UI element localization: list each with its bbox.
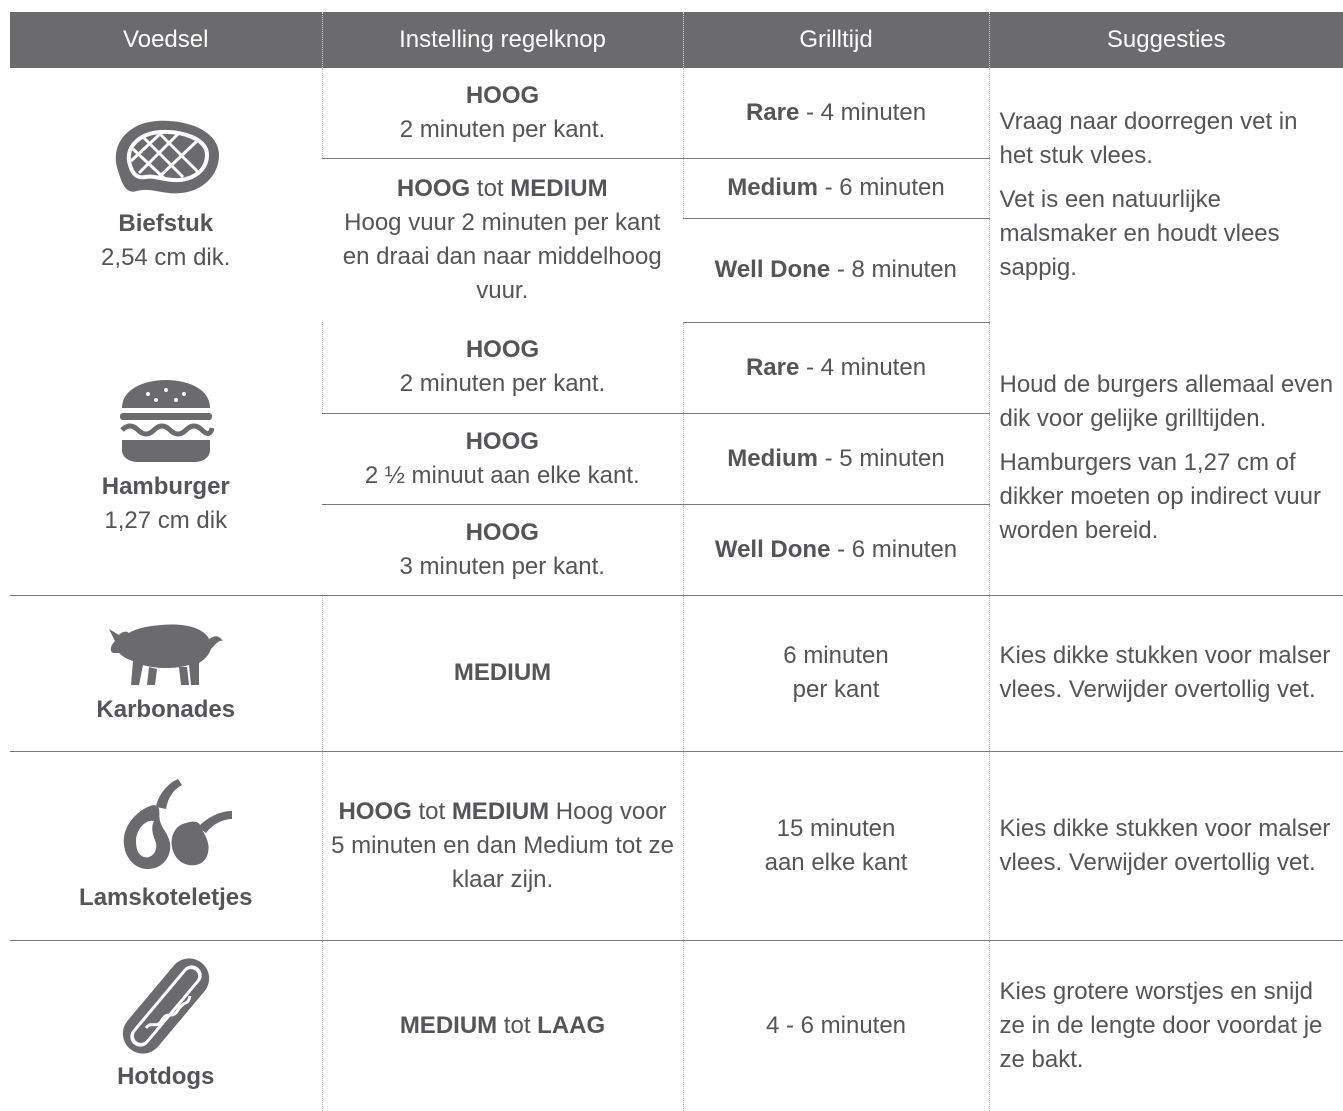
food-thickness-hamburger: 1,27 cm dik: [104, 507, 228, 535]
food-thickness-steak: 2,54 cm dik.: [101, 244, 231, 271]
time-value: - 6 minuten: [830, 535, 958, 563]
doneness-label: Rare: [745, 353, 800, 381]
time-burger-medium: [683, 413, 989, 504]
pig-icon: [105, 619, 227, 687]
setting-level: HOOG: [465, 81, 540, 109]
setting-lamb: [322, 751, 683, 940]
setting-level: HOOG: [465, 336, 540, 364]
doneness-label: Well Done: [714, 535, 831, 563]
setting-connector: tot: [497, 1011, 538, 1039]
setting-connector: tot: [411, 797, 452, 825]
food-name-hamburger: Hamburger: [101, 473, 230, 501]
time-value: - 8 minuten: [830, 256, 957, 283]
time-value: 4 - 6 minuten: [765, 1011, 907, 1039]
doneness-label: Medium: [727, 174, 818, 201]
suggestion-hotdog: [989, 940, 1343, 1111]
grilling-guide-table: [10, 12, 1343, 1111]
setting-level: HOOG: [396, 175, 471, 203]
hotdog-icon: [116, 958, 216, 1054]
setting-detail: 2 minuten per kant.: [399, 115, 606, 143]
time-pork: [683, 595, 989, 751]
table-row: [10, 595, 1343, 751]
time-hotdog: [683, 940, 989, 1111]
table-row: [10, 68, 1343, 158]
setting-detail: 3 minuten per kant.: [399, 552, 605, 580]
suggestion-text: Kies dikke stukken voor malser vlees. Verwijder overtollig vet.: [999, 814, 1331, 876]
setting-connector: tot: [470, 175, 511, 203]
header-food: Voedsel: [10, 12, 322, 68]
suggestion-pork: [989, 595, 1343, 751]
table-row: [10, 322, 1343, 413]
setting-steak-1: [322, 68, 683, 158]
suggestion-text: Houd de burgers allemaal even dik voor gelijke grilltijden.: [999, 371, 1334, 433]
time-value: per kant: [792, 676, 880, 703]
table-row: [10, 940, 1343, 1111]
setting-burger-1: [322, 322, 683, 413]
setting-detail: 2 ½ minuut aan elke kant.: [364, 461, 640, 489]
doneness-label: Rare: [745, 98, 800, 126]
time-steak-rare: [683, 68, 989, 158]
food-cell-pork: [10, 595, 322, 751]
setting-level: LAAG: [537, 1011, 606, 1039]
food-cell-lamb: [10, 751, 322, 940]
setting-level: HOOG: [465, 518, 539, 546]
setting-level: HOOG: [465, 427, 539, 455]
food-name-hotdog: Hotdogs: [117, 1062, 215, 1090]
suggestion-text: Kies grotere worstjes en snijd ze in de lengte door voordat je ze bakt.: [999, 977, 1323, 1073]
setting-steak-2: [322, 158, 683, 322]
hamburger-icon: [116, 378, 216, 464]
time-value: - 5 minuten: [817, 444, 945, 472]
setting-level: MEDIUM: [453, 659, 552, 686]
suggestion-text: Kies dikke stukken voor malser vlees. Verwijder overtollig vet.: [999, 642, 1331, 703]
setting-burger-2: [322, 413, 683, 504]
time-steak-medium: [683, 158, 989, 218]
suggestion-lamb: [989, 751, 1343, 940]
time-burger-well-done: [683, 504, 989, 595]
doneness-label: Well Done: [714, 256, 831, 283]
header-suggestions: Suggesties: [989, 12, 1343, 68]
setting-detail: 2 minuten per kant.: [399, 370, 606, 398]
setting-level: HOOG: [338, 797, 412, 825]
time-value: - 4 minuten: [799, 98, 927, 126]
suggestion-text: Hamburgers van 1,27 cm of dikker moeten op indirect vuur worden bereid.: [999, 449, 1321, 545]
setting-pork: [322, 595, 683, 751]
suggestion-text: Vet is een natuurlijke malsmaker en houdt vlees sappig.: [999, 186, 1280, 281]
doneness-label: Medium: [727, 444, 818, 472]
time-value: - 6 minuten: [817, 174, 945, 201]
time-burger-rare: [683, 322, 989, 413]
food-cell-hamburger: [10, 322, 322, 595]
time-value: - 4 minuten: [799, 353, 927, 381]
setting-detail: Hoog vuur 2 minuten per kant en draai dan naar middelhoog vuur.: [342, 209, 662, 305]
table-row: [10, 751, 1343, 940]
header-time: Grilltijd: [683, 12, 989, 68]
suggestion-hamburger: [989, 322, 1343, 595]
suggestion-text: Vraag naar doorregen vet in het stuk vlees.: [999, 108, 1298, 169]
setting-level: MEDIUM: [510, 175, 608, 203]
time-value: 15 minuten: [776, 814, 896, 842]
food-cell-hotdog: [10, 940, 322, 1111]
suggestion-steak: [989, 68, 1343, 322]
setting-detail: Hoog voor 5 minuten en dan Medium tot ze klaar zijn.: [331, 797, 674, 893]
time-value: aan elke kant: [764, 848, 908, 876]
steak-icon: [107, 115, 225, 201]
setting-burger-3: [322, 504, 683, 595]
header-row: [10, 12, 1343, 68]
food-name-pork: Karbonades: [96, 696, 236, 723]
header-setting: Instelling regelknop: [322, 12, 683, 68]
setting-level: MEDIUM: [451, 797, 550, 825]
lamb-chop-icon: [96, 777, 236, 875]
food-name-lamb: Lamskoteletjes: [79, 883, 253, 911]
time-steak-well-done: [683, 218, 989, 322]
time-lamb: [683, 751, 989, 940]
setting-hotdog: [322, 940, 683, 1111]
setting-level: MEDIUM: [399, 1011, 498, 1039]
food-name-steak: Biefstuk: [118, 210, 214, 237]
food-cell-steak: [10, 68, 322, 322]
time-value: 6 minuten: [783, 642, 889, 669]
